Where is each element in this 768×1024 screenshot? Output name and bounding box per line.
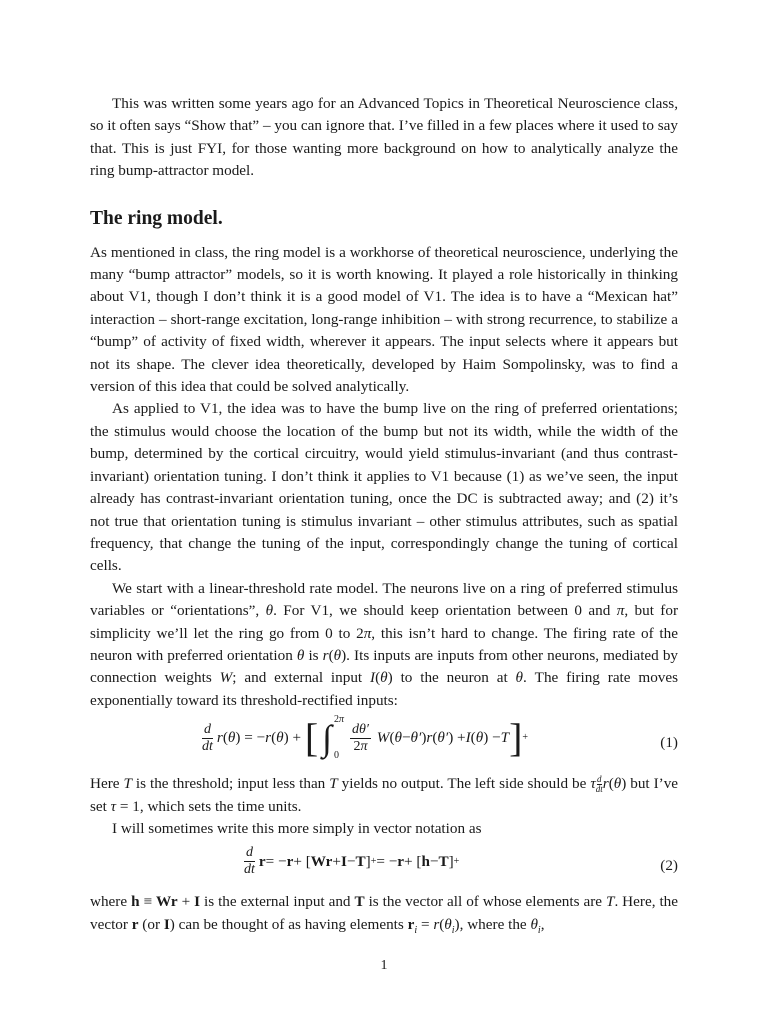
paragraph-1: As mentioned in class, the ring model is a workhorse of theoretical neuroscience, underlying the many “bump attractor” models, so it is worth knowing. It played a role historically in thinking about V1, though I don’t think it is a good model of V1. The idea is to have a “Mexican hat” interaction – short-range excitation, long-range inhibition – with strong recurrence, to stabilize a “bump” of activity of fixed width, wherever it appears. The input selects where it appears but not its shape. The clever idea theoretically, developed by Haim Sompolinsky, was to find a version of this idea that could be solved analytically.	[90, 243, 678, 396]
page-body	[90, 93, 678, 942]
page-number: 1	[380, 958, 388, 973]
paragraph-5: I will sometimes write this more simply in vector notation as	[112, 819, 482, 837]
equation-2: $\frac{d}{dt}$ r = − r + [ Wr + I − T ] + = − r + [ h − T ] + (2)	[244, 845, 678, 878]
equation-1-number: (1)	[660, 733, 678, 751]
paragraph-6: where h ≡ Wr + I is the external input and T is the vector all of whose elements are T. Here, the vector r (or I) can be thought of as having elements $r_i = r(\theta_i)$, where the $\theta_i$,	[90, 893, 678, 936]
paragraph-3: We start with a linear-threshold rate model. The neurons live on a ring of preferred stimulus variables or “orientations”, θ. For V1, we should keep orientation between 0 and π, but for simplicity we’ll let the ring go from 0 to 2π, this isn’t hard to change. The firing rate of the neuron with preferred orientation θ is r(θ). Its inputs are inputs from other neurons, mediated by connection weights W; and external input I(θ) to the neuron at θ. The firing rate moves exponentially toward its threshold-rectified inputs:	[90, 579, 679, 709]
equation-2-number: (2)	[660, 857, 678, 875]
paragraph-2: As applied to V1, the idea was to have the bump live on the ring of preferred orientations; the stimulus would choose the location of the bump but not its width, while the width of the bump, determined by the cortical circuitry, would yield stimulus-invariant (and thus contrast-invariant) orientation tuning. I don’t think it applies to V1 because (1) as we’ve seen, the input already has contrast-invariant orientation tuning, once the DC is subtracted away; and (2) it’s not true that orientation tuning is stimulus invariant – other stimulus attributes, such as spatial frequency, that change the tuning of the input, correspondingly change the tuning of cortical cells.	[90, 400, 678, 575]
paragraph-4: Here T is the threshold; input less than T yields no output. The left side should be τ $\frac{d}{dt}$ r(θ) but I’ve set τ = 1, which sets the time units.	[90, 774, 679, 815]
equation-1: $\frac{d}{dt}$ r ( θ ) = − r ( θ ) + [ ∫ 2π 0 $\frac{d\theta'}{2\pi}$ W ( θ − θ′ ) r ( θ′ ) + I ( θ ) − T ] + (1)	[202, 714, 678, 762]
section-title: The ring model.	[90, 207, 223, 229]
intro-paragraph: This was written some years ago for an Advanced Topics in Theoretical Neuroscience class, so it often says “Show that” – you can ignore that. I’ve filled in a few places where it used to say that. This is just FYI, for those wanting more background on how to analytically analyze the ring bump-attractor model.	[90, 95, 678, 180]
